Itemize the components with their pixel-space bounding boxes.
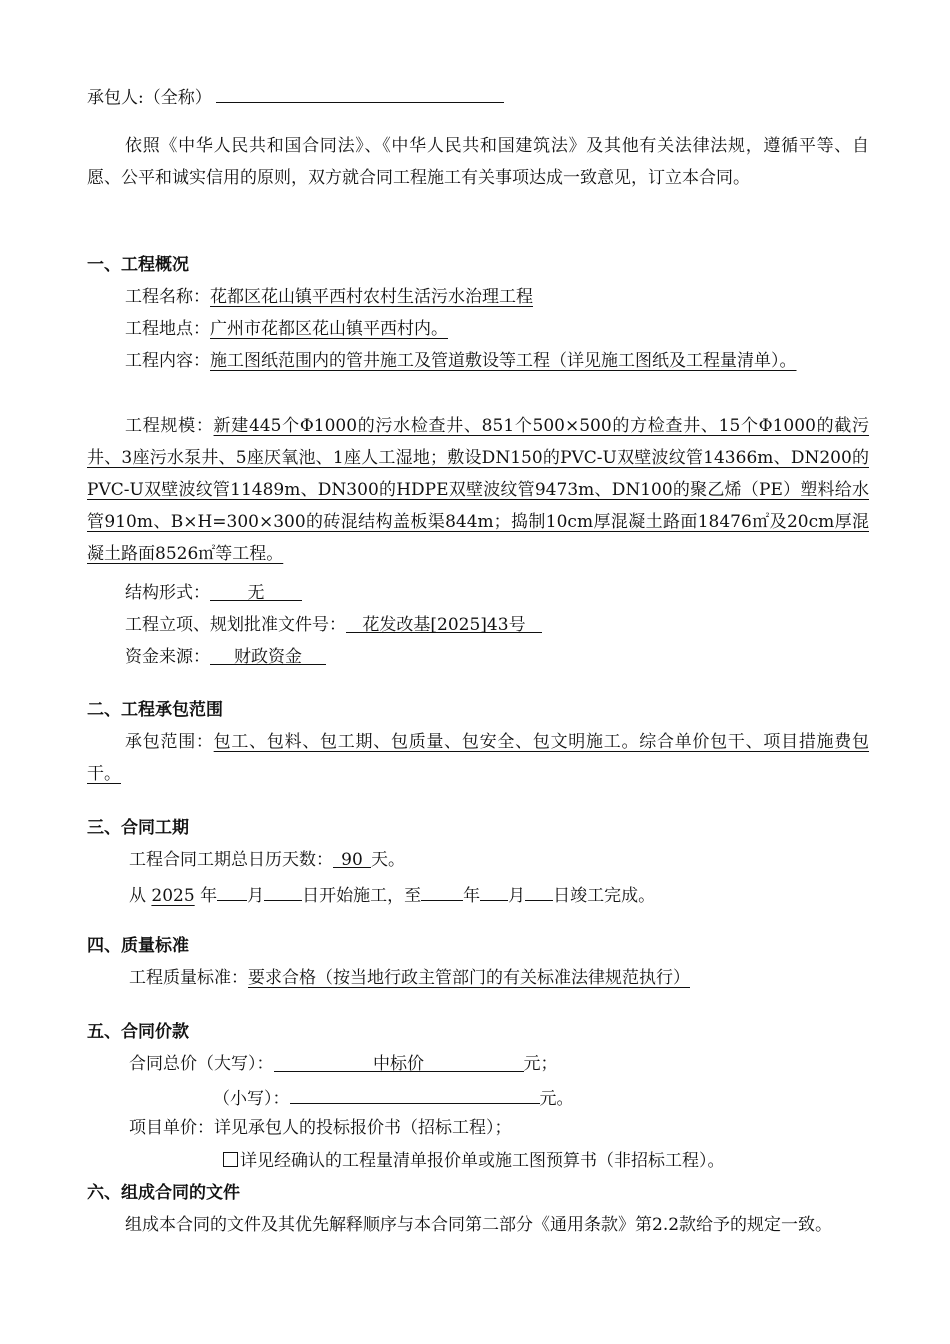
documents-paragraph: 组成本合同的文件及其优先解释顺序与本合同第二部分《通用条款》第2.2款给予的规定一致。	[125, 1215, 833, 1235]
project-content-value: 施工图纸范围内的管井施工及管道敷设等工程（详见施工图纸及工程量清单）。	[210, 351, 797, 371]
total-price-row	[129, 1051, 558, 1077]
start-month-label: 月	[247, 886, 265, 906]
section-4-title: 四、质量标准	[87, 936, 189, 956]
quality-label: 工程质量标准：	[129, 968, 248, 988]
section-1-title: 一、工程概况	[87, 255, 189, 275]
total-price-value: 中标价	[373, 1054, 424, 1074]
funding-value: 财政资金	[234, 647, 302, 667]
small-price-row	[213, 1083, 574, 1112]
end-month-field[interactable]	[480, 880, 508, 901]
unit-price-option-2-row	[223, 1148, 725, 1174]
section-2-title: 二、工程承包范围	[87, 700, 223, 720]
structure-row	[125, 580, 302, 606]
project-location-value: 广州市花都区花山镇平西村内。	[210, 319, 448, 339]
total-price-label: 合同总价（大写）：	[129, 1054, 274, 1074]
duration-field[interactable]	[333, 847, 371, 868]
scope-row	[87, 726, 869, 790]
unit-price-option-1: 详见承包人的投标报价书（招标工程）；	[214, 1118, 512, 1138]
project-scale-row	[87, 410, 869, 570]
scope-value: 包工、包料、包工期、包质量、包安全、包文明施工。综合单价包干、项目措施费包干。	[87, 732, 870, 784]
quality-value: 要求合格（按当地行政主管部门的有关标准法律规范执行）	[248, 968, 690, 988]
project-content-row	[87, 345, 869, 377]
structure-label: 结构形式：	[125, 583, 210, 603]
unit-price-option-2: 详见经确认的工程量清单报价单或施工图预算书（非招标工程）。	[240, 1151, 725, 1171]
total-price-field[interactable]	[274, 1051, 524, 1072]
duration-unit: 天。	[371, 850, 405, 870]
structure-value: 无	[247, 583, 265, 603]
structure-field[interactable]	[210, 580, 302, 601]
end-year-label: 年	[463, 886, 481, 906]
project-name-value: 花都区花山镇平西村农村生活污水治理工程	[210, 287, 533, 307]
project-scale-value: 新建445个Φ1000的污水检查井、851个500×500的方检查井、15个Φ1000的截污井、3座污水泵井、5座厌氧池、1座人工湿地；敷设DN150的PVC-U双壁波纹管14366m、DN200的PVC-U双壁波纹管11489m、DN300的HDPE双壁波纹管9473m、DN100的聚乙烯（PE）塑料给水管910m、B×H=300×300的砖混结构盖板渠844m；捣制10cm厚混凝土路面18476㎡及20cm厚混凝土路面8526㎡等工程。	[87, 416, 870, 564]
contractor-label: 承包人:（全称）	[87, 88, 212, 108]
project-content-label: 工程内容：	[125, 351, 210, 371]
start-year-label: 年	[200, 886, 218, 906]
section-3-title: 三、合同工期	[87, 818, 189, 838]
unit-price-row	[129, 1115, 512, 1141]
small-price-field[interactable]	[290, 1083, 540, 1104]
start-day-field[interactable]	[264, 880, 302, 901]
project-location-label: 工程地点：	[125, 319, 210, 339]
contractor-line	[87, 82, 504, 111]
approval-field[interactable]	[346, 612, 542, 633]
duration-row	[129, 847, 405, 873]
end-label: 日竣工完成。	[553, 886, 656, 906]
end-month-label: 月	[508, 886, 526, 906]
section-6-title: 六、组成合同的文件	[87, 1183, 240, 1203]
project-location-row	[125, 316, 448, 342]
duration-label: 工程合同工期总日历天数：	[129, 850, 333, 870]
project-scale-label: 工程规模：	[125, 416, 214, 436]
unit-price-option-2-checkbox[interactable]	[223, 1152, 238, 1167]
section-5-title: 五、合同价款	[87, 1022, 189, 1042]
intro-paragraph: 依照《中华人民共和国合同法》、《中华人民共和国建筑法》及其他有关法律法规，遵循平等、自愿、公平和诚实信用的原则，双方就合同工程施工有关事项达成一致意见，订立本合同。	[87, 136, 869, 188]
funding-label: 资金来源：	[125, 647, 210, 667]
scope-label: 承包范围：	[125, 732, 214, 752]
approval-row	[125, 612, 542, 638]
unit-price-label: 项目单价：	[129, 1118, 214, 1138]
project-name-label: 工程名称：	[125, 287, 210, 307]
schedule-from: 从	[129, 886, 146, 906]
approval-value: 花发改基[2025]43号	[362, 615, 526, 635]
quality-row	[129, 965, 690, 991]
start-month-field[interactable]	[217, 880, 247, 901]
funding-field[interactable]	[210, 644, 326, 665]
end-year-field[interactable]	[421, 880, 463, 901]
small-price-label: （小写）：	[213, 1089, 290, 1109]
end-day-field[interactable]	[525, 880, 553, 901]
approval-label: 工程立项、规划批准文件号：	[125, 615, 346, 635]
funding-row	[125, 644, 326, 670]
duration-value: 90	[341, 850, 363, 870]
total-price-unit: 元；	[523, 1054, 558, 1074]
schedule-row	[129, 880, 655, 909]
project-name-row	[125, 284, 533, 310]
start-year: 2025	[151, 886, 195, 906]
small-price-unit: 元。	[539, 1089, 574, 1109]
start-label: 日开始施工，至	[302, 886, 422, 906]
contractor-name-field[interactable]	[216, 82, 504, 103]
